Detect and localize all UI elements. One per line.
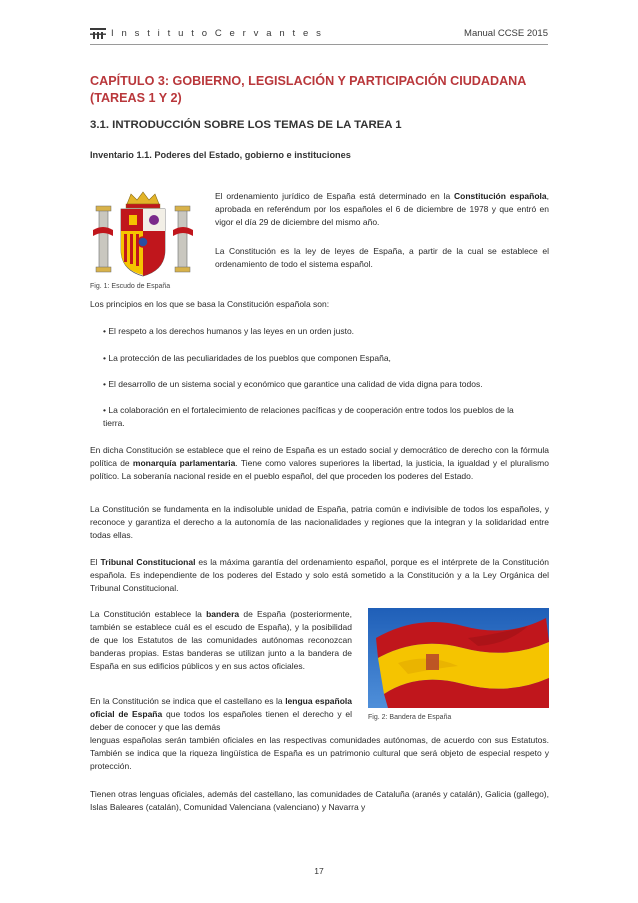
inventory-title: Inventario 1.1. Poderes del Estado, gobierno e instituciones [90,150,351,160]
page-header [90,27,548,41]
page-number: 17 [314,866,324,876]
paragraph-bandera: La Constitución establece la bandera de España (posteriormente, también se establece cuál es el escudo de España), y la posibilidad de que los Estatutos de las comunidades autónomas reconozcan banderas propias. Estas banderas se utilizan junto a la bandera de España en sus edificios públicos y en sus actos oficiales. [90,609,352,671]
intro-paragraph-1: El ordenamiento jurídico de España está determinado en la Constitución española, aprobada en referéndum por los españoles el 6 de diciembre de 1978 y que entró en vigor el día 29 de diciembre del mismo año. [215,191,549,227]
paragraph-lengua-start: En la Constitución se indica que el castellano es la lengua española oficial de España que todos los españoles tienen el derecho y el deber de conocer y que las demás [90,696,352,732]
list-item: • El desarrollo de un sistema social y económico que garantice una calidad de vida digna para todos. [103,379,483,389]
cervantes-logo-icon [90,28,106,39]
figure-2-caption: Fig. 2: Bandera de España [368,714,452,721]
paragraph-tribunal: El Tribunal Constitucional es la máxima garantía del ordenamiento español, porque es el intérprete de la Constitución española. Es independiente de los poderes del Estado y solo está sometido a la Constitución y a la Ley Orgánica del Tribunal Constitucional. [90,557,549,593]
section-title: 3.1. INTRODUCCIÓN SOBRE LOS TEMAS DE LA TAREA 1 [90,119,402,131]
principles-intro: Los principios en los que se basa la Constitución española son: [90,299,330,309]
list-item: • El respeto a los derechos humanos y las leyes en un orden justo. [103,326,355,336]
institute-name: I n s t i t u t o C e r v a n t e s [111,28,324,39]
coat-of-arms-image [89,190,197,280]
manual-title: Manual CCSE 2015 [464,28,548,39]
figure-1-caption: Fig. 1: Escudo de España [90,283,171,290]
list-item: • La protección de las peculiaridades de los pueblos que componen España, [103,353,391,363]
spain-flag-image [368,608,549,708]
list-item: • La colaboración en el fortalecimiento de relaciones pacíficas y de cooperación entre todos los pueblos de la tierra. [103,405,514,428]
paragraph-monarquia: En dicha Constitución se establece que el reino de España es un estado social y democrático de derecho con la fórmula política de monarquía parlamentaria. Tiene como valores superiores la libertad, la justicia, la igualdad y el pluralismo político. La soberanía nacional reside en el pueblo español, del que proceden los poderes del Estado. [90,445,549,481]
intro-paragraph-2: La Constitución es la ley de leyes de España, a partir de la cual se establece el ordenamiento de todo el sistema español. [215,246,549,269]
header-rule [90,44,548,45]
paragraph-unidad: La Constitución se fundamenta en la indisoluble unidad de España, patria común e indivisible de todos los españoles, y reconoce y garantiza el derecho a la autonomía de las nacionalidades y regiones que la integran y la solidaridad entre todas ellas. [90,504,549,540]
paragraph-lengua-cont: lenguas españolas serán también oficiales en las respectivas comunidades autónomas, de acuerdo con sus Estatutos. También se indica que la riqueza lingüística de España es un patrimonio cultural que será objeto de especial respeto y protección. [90,735,549,771]
paragraph-lenguas: Tienen otras lenguas oficiales, además del castellano, las comunidades de Cataluña (aranés y catalán), Galicia (gallego), Islas Baleares (catalán), Comunidad Valenciana (valenciano) y Navarra y [90,789,549,812]
chapter-title: CAPÍTULO 3: GOBIERNO, LEGISLACIÓN Y PARTICIPACIÓN CIUDADANA (TAREAS 1 Y 2) [90,74,526,105]
